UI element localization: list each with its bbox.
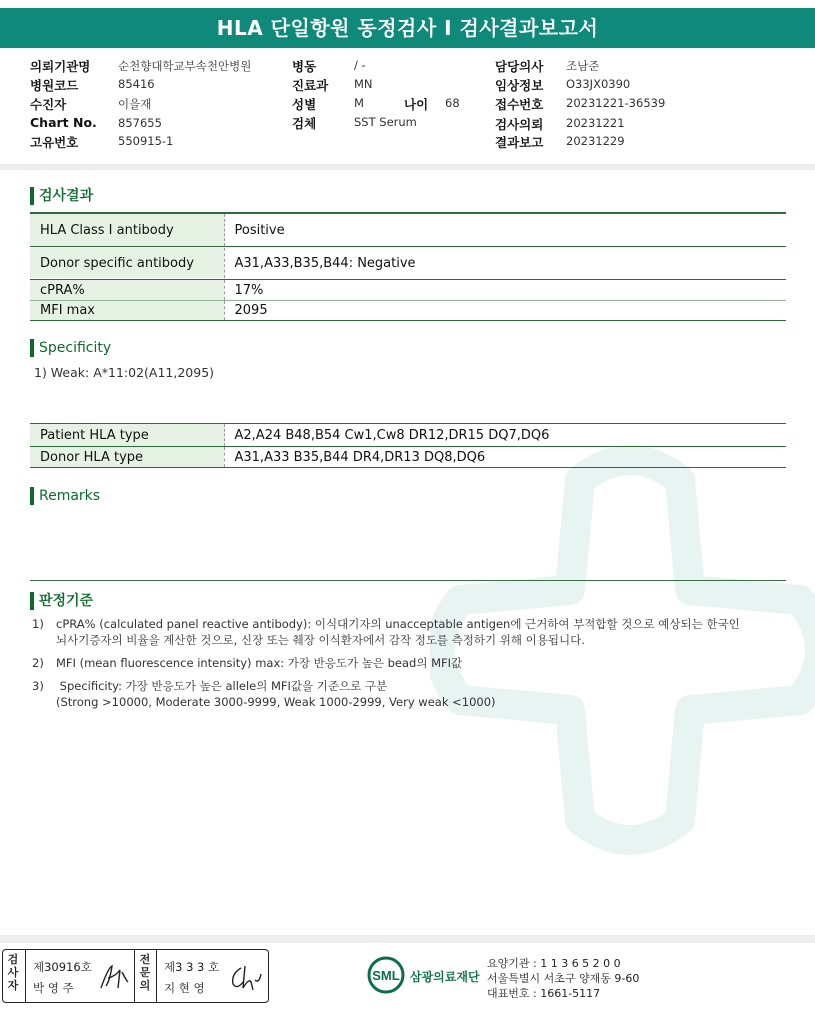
info-value: 이을재 — [118, 97, 152, 111]
result-value: 17% — [224, 280, 786, 300]
hla-type-table — [30, 424, 786, 446]
info-label: Chart No. — [30, 115, 97, 130]
results-table — [30, 301, 786, 320]
org-name: 삼광의료재단 — [410, 970, 480, 984]
result-key: HLA Class I antibody — [30, 214, 224, 246]
criteria-text-cont: (Strong >10000, Moderate 3000-9999, Weak 1000-2999, Very weak <1000) — [56, 695, 496, 709]
divider — [134, 950, 135, 1002]
criteria-text: Specificity: 가장 반응도가 높은 allele의 MFI값을 기준으로 구분 — [56, 679, 388, 693]
criteria-rule — [30, 580, 786, 581]
table-row — [30, 424, 786, 446]
specialist-label: 전문의 — [139, 953, 151, 992]
info-label-age: 나이 — [404, 97, 429, 112]
info-value: M — [354, 96, 364, 110]
results-heading: 검사결과 — [30, 187, 93, 205]
info-label: 병원코드 — [30, 78, 79, 93]
sml-logo-icon — [366, 955, 410, 995]
table-row — [30, 248, 786, 278]
report-title: HLA 단일항원 동정검사 I 검사결과보고서 — [0, 8, 815, 48]
result-value: A31,A33,B35,B44: Negative — [224, 248, 786, 278]
info-value: / - — [354, 58, 366, 72]
criteria-heading: 판정기준 — [30, 592, 93, 610]
result-value: 2095 — [224, 301, 786, 320]
info-label: 결과보고 — [495, 135, 544, 150]
header-divider — [0, 164, 815, 170]
tester-name: 박 영 주 — [33, 981, 74, 995]
hla-value: A2,A24 B48,B54 Cw1,Cw8 DR12,DR15 DQ7,DQ6 — [224, 424, 786, 446]
info-label: 병동 — [292, 59, 317, 74]
result-key: Donor specific antibody — [30, 248, 224, 278]
criteria-item — [32, 678, 496, 710]
results-table — [30, 248, 786, 278]
specificity-text: 1) Weak: A*11:02(A11,2095) — [34, 365, 215, 380]
criteria-num: 1) — [32, 617, 44, 631]
criteria-text: MFI (mean fluorescence intensity) max: 가장 반응도가 높은 bead의 MFI값 — [56, 656, 463, 670]
result-key: MFI max — [30, 301, 224, 320]
criteria-text: cPRA% (calculated panel reactive antibody): 이식대기자의 unacceptable antigen에 근거하여 부적합할 것으로 예상되는 한국인 — [56, 617, 740, 631]
specificity-heading: Specificity — [30, 339, 111, 357]
org-address-block — [487, 956, 639, 1001]
specialist-signature-icon — [227, 962, 263, 994]
info-label: 검체 — [292, 116, 317, 131]
logo-text: SML — [372, 968, 400, 983]
care-code: 요양기관 : 1 1 3 6 5 2 0 0 — [487, 957, 621, 970]
criteria-text-cont: 뇌사기증자의 비율을 계산한 것으로, 신장 또는 췌장 이식환자에서 감작 정도를 측정하기 위해 이용됩니다. — [56, 633, 585, 647]
table-row — [30, 280, 786, 300]
divider — [156, 950, 157, 1002]
info-value: 857655 — [118, 116, 162, 130]
info-value: 20231221 — [566, 116, 625, 130]
specialist-license: 제3 3 3 호 — [164, 960, 220, 974]
info-value: 조남준 — [566, 59, 600, 73]
tester-signature-icon — [98, 960, 132, 994]
info-value: 85416 — [118, 77, 155, 91]
footer-band — [0, 935, 815, 943]
tester-label: 검사자 — [7, 953, 19, 992]
info-value: MN — [354, 77, 373, 91]
divider — [25, 950, 26, 1002]
info-value-age: 68 — [445, 96, 460, 110]
criteria-num: 2) — [32, 656, 44, 670]
info-label: 의뢰기관명 — [30, 59, 91, 74]
criteria-item — [32, 655, 462, 671]
result-value: Positive — [224, 214, 786, 246]
info-label: 검사의뢰 — [495, 117, 544, 132]
table-rule — [30, 246, 786, 247]
table-row — [30, 214, 786, 246]
hla-table-bottom-rule — [30, 467, 786, 468]
info-value: 20231221-36539 — [566, 96, 666, 110]
tester-license: 제30916호 — [33, 960, 92, 974]
phone: 대표번호 : 1661-5117 — [487, 987, 601, 1000]
table-bottom-rule — [30, 320, 786, 321]
result-key: cPRA% — [30, 280, 224, 300]
table-row — [30, 447, 786, 467]
specialist-name: 지 현 영 — [164, 981, 205, 995]
remarks-heading: Remarks — [30, 487, 100, 505]
info-label: 진료과 — [292, 78, 329, 93]
results-table — [30, 214, 786, 246]
signature-box — [2, 949, 269, 1003]
results-table — [30, 280, 786, 300]
criteria-item — [32, 616, 740, 648]
hla-key: Donor HLA type — [30, 447, 224, 467]
sml-logo — [366, 955, 410, 999]
table-row — [30, 301, 786, 320]
hla-key: Patient HLA type — [30, 424, 224, 446]
criteria-num: 3) — [32, 679, 44, 693]
info-value: 20231229 — [566, 134, 625, 148]
info-label: 담당의사 — [495, 59, 544, 74]
info-label: 접수번호 — [495, 97, 544, 112]
hla-value: A31,A33 B35,B44 DR4,DR13 DQ8,DQ6 — [224, 447, 786, 467]
hla-type-table — [30, 447, 786, 467]
address: 서울특별시 서초구 양재동 9-60 — [487, 972, 640, 985]
patient-info — [0, 55, 815, 151]
info-label: 성별 — [292, 97, 317, 112]
info-value: 순천향대학교부속천안병원 — [118, 59, 252, 73]
info-label: 수진자 — [30, 97, 67, 112]
info-value: SST Serum — [354, 115, 417, 129]
info-value: 550915-1 — [118, 134, 174, 148]
info-label: 임상정보 — [495, 78, 544, 93]
info-value: O33JX0390 — [566, 77, 631, 91]
info-label: 고유번호 — [30, 135, 79, 150]
